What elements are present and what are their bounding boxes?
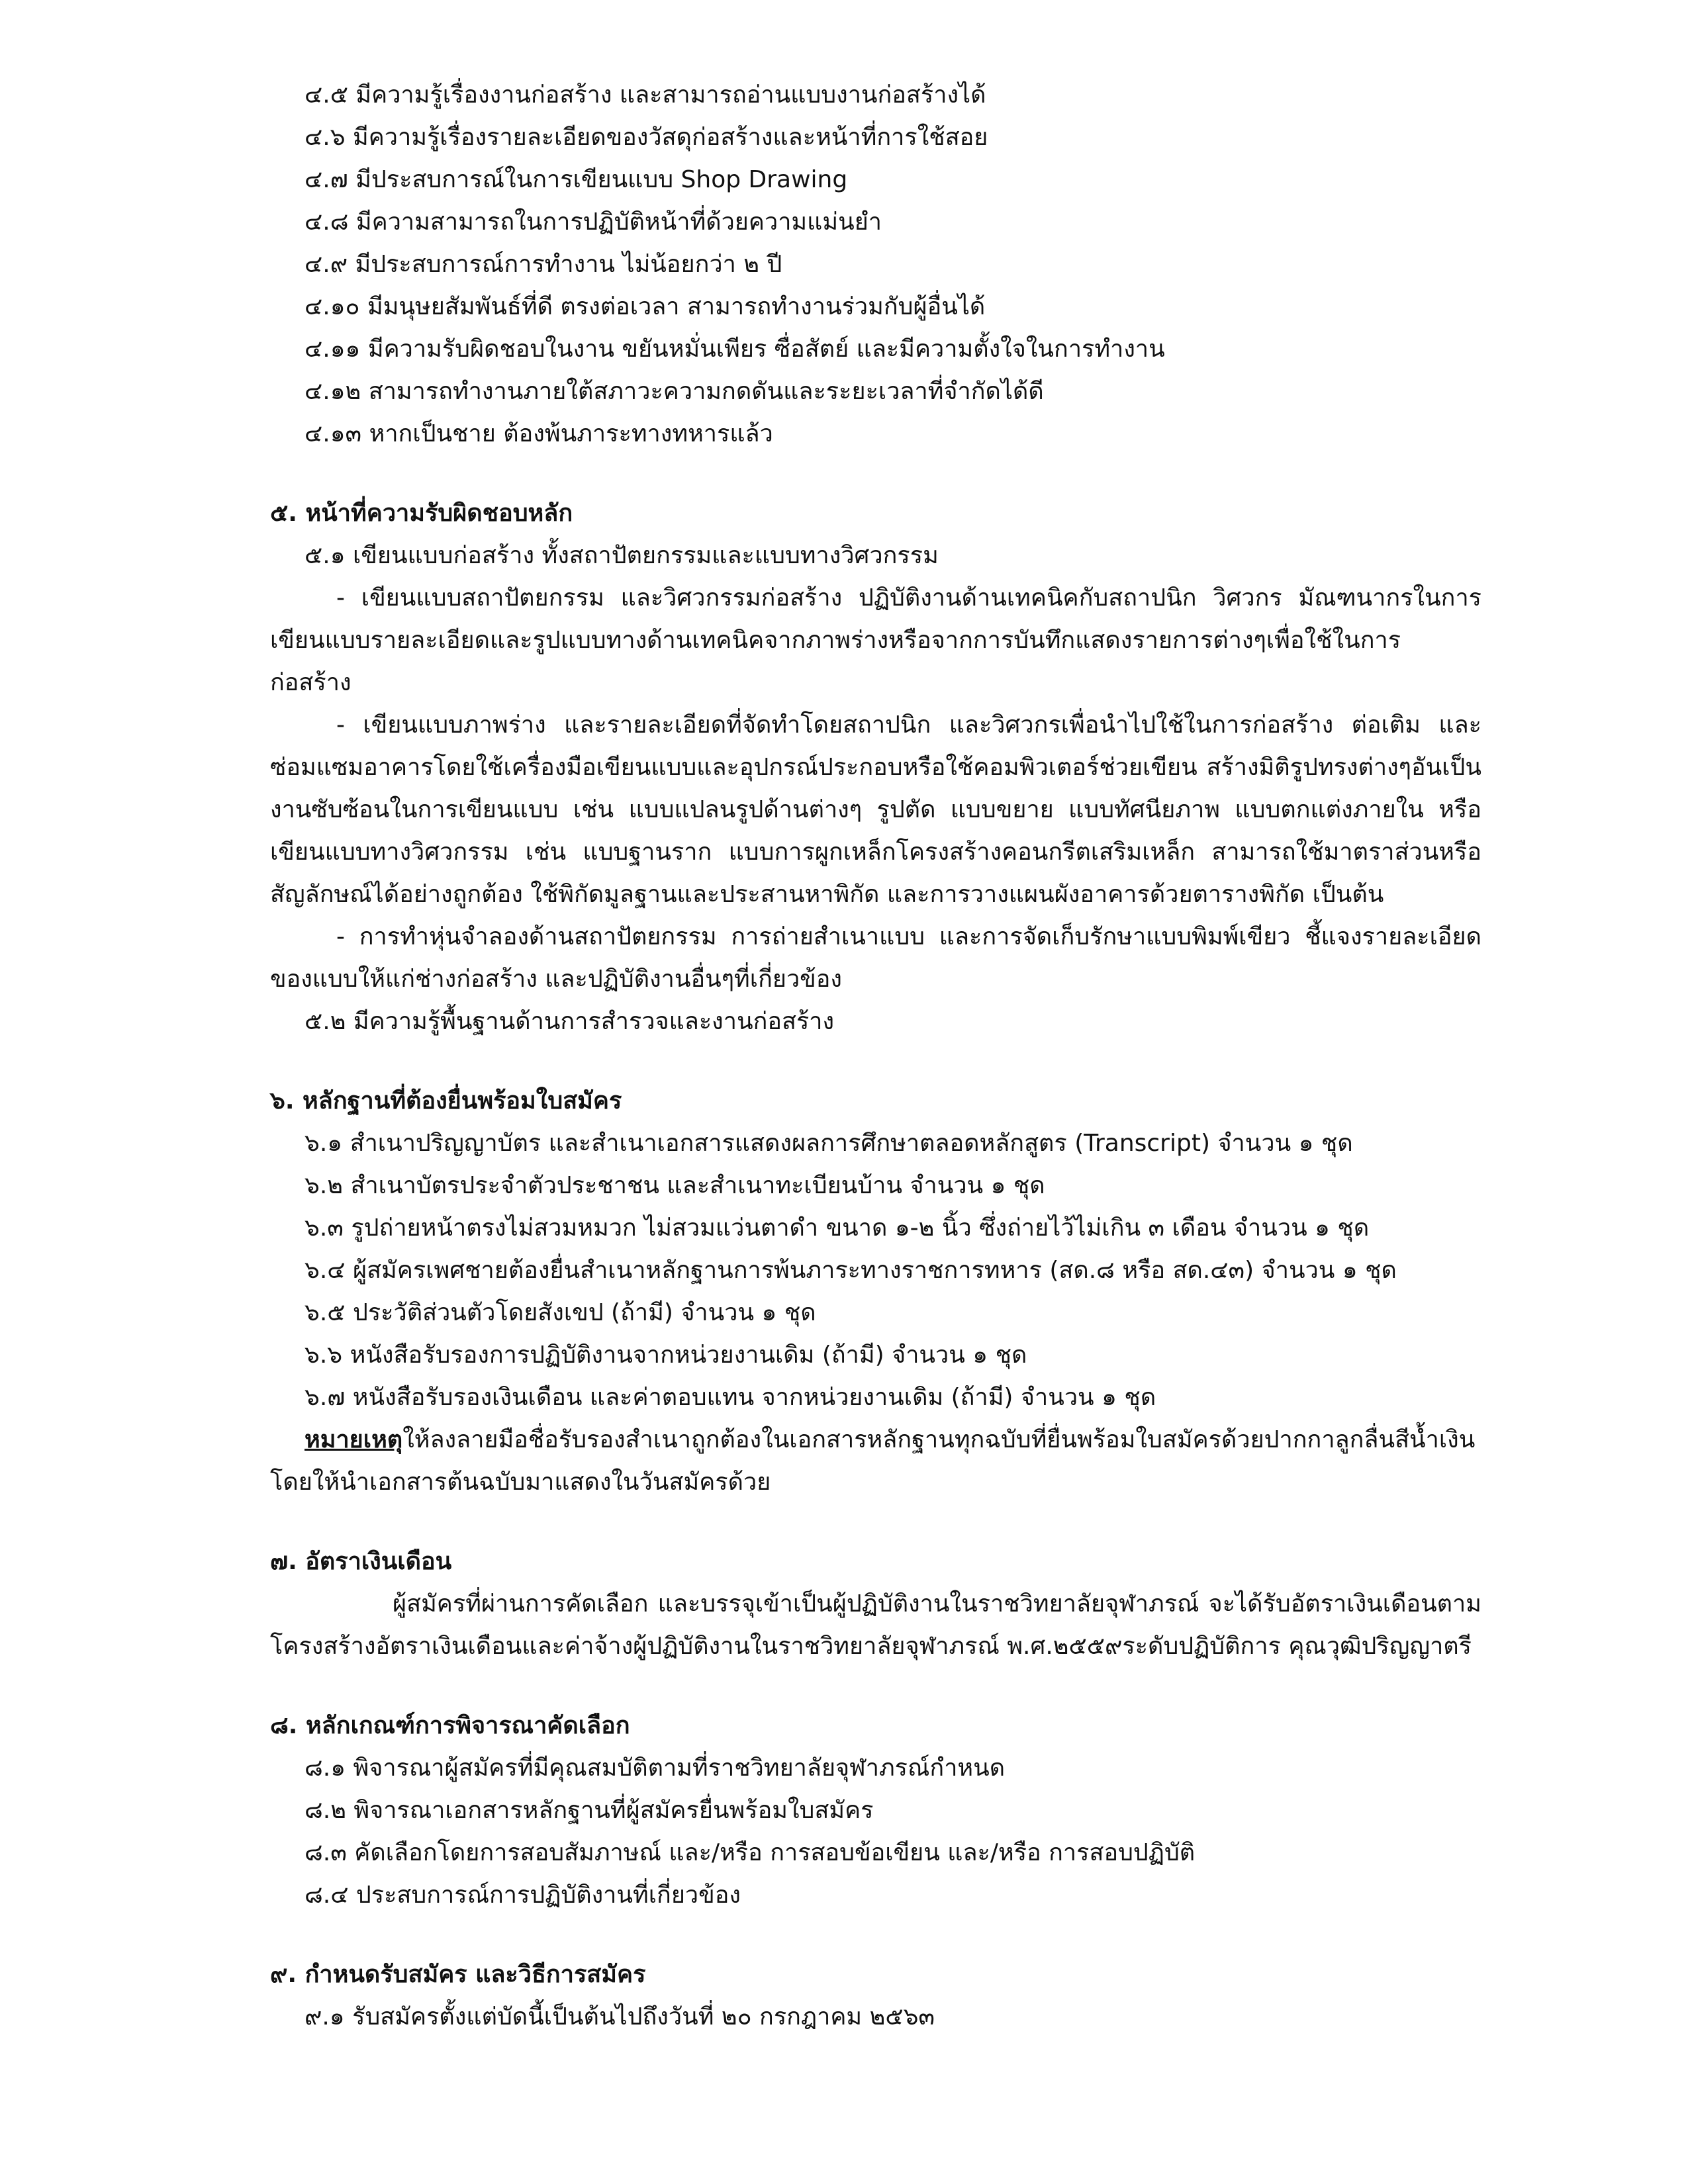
list-item: ๔.๑๓ หากเป็นชาย ต้องพ้นภาระทางทหารแล้ว bbox=[305, 420, 773, 447]
list-item: ๔.๙ มีประสบการณ์การทำงาน ไม่น้อยกว่า ๒ ปี bbox=[305, 251, 782, 278]
list-item: ๖.๗ หนังสือรับรองเงินเดือน และค่าตอบแทน จากหน่วยงานเดิม (ถ้ามี) จำนวน ๑ ชุด bbox=[305, 1384, 1156, 1411]
paragraph: - เขียนแบบสถาปัตยกรรม และวิศวกรรมก่อสร้าง ปฏิบัติงานด้านเทคนิคกับสถาปนิก วิศวกร มัณฑนากรในการเขียนแบบรายละเอียดและรูปแบบทางด้านเทคนิคจากภาพร่างหรือจากการบันทึกแสดงรายการต่างๆเพื่อใช้ในการก่อสร้าง bbox=[270, 584, 1481, 696]
list-item: ๕.๑ เขียนแบบก่อสร้าง ทั้งสถาปัตยกรรมและแบบทางวิศวกรรม bbox=[305, 542, 939, 569]
section-heading: ๗. อัตราเงินเดือน bbox=[270, 1548, 452, 1575]
paragraph: - เขียนแบบภาพร่าง และรายละเอียดที่จัดทำโดยสถาปนิก และวิศวกรเพื่อนำไปใช้ในการก่อสร้าง ต่อเติม และซ่อมแซมอาคารโดยใช้เครื่องมือเขียนแบบและอุปกรณ์ประกอบหรือใช้คอมพิวเตอร์ช่วยเขียน สร้างมิติรูปทรงต่างๆอันเป็นงานซับซ้อนในการเขียนแบบ เช่น แบบแปลนรูปด้านต่างๆ รูปตัด แบบขยาย แบบทัศนียภาพ แบบตกแต่งภายใน หรือเขียนแบบทางวิศวกรรม เช่น แบบฐานราก แบบการผูกเหล็กโครงสร้างคอนกรีตเสริมเหล็ก สามารถใช้มาตราส่วนหรือสัญลักษณ์ได้อย่างถูกต้อง ใช้พิกัดมูลฐานและประสานหาพิกัด และการวางแผนผังอาคารด้วยตารางพิกัด เป็นต้น bbox=[270, 711, 1481, 908]
list-item: ๔.๑๒ สามารถทำงานภายใต้สภาวะความกดดันและระยะเวลาที่จำกัดได้ดี bbox=[305, 378, 1044, 405]
section-9 bbox=[270, 1954, 1481, 2038]
section-heading: ๙. กำหนดรับสมัคร และวิธีการสมัคร bbox=[270, 1961, 646, 1988]
section-4-list bbox=[270, 74, 1481, 455]
list-item: ๖.๓ รูปถ่ายหน้าตรงไม่สวมหมวก ไม่สวมแว่นตาดำ ขนาด ๑-๒ นิ้ว ซึ่งถ่ายไว้ไม่เกิน ๓ เดือน จำนวน ๑ ชุด bbox=[305, 1214, 1370, 1242]
section-heading: ๖. หลักฐานที่ต้องยื่นพร้อมใบสมัคร bbox=[270, 1087, 622, 1115]
section-heading: ๘. หลักเกณฑ์การพิจารณาคัดเลือก bbox=[270, 1712, 630, 1739]
section-5 bbox=[270, 492, 1481, 1043]
paragraph: - การทำหุ่นจำลองด้านสถาปัตยกรรม การถ่ายสำเนาแบบ และการจัดเก็บรักษาแบบพิมพ์เขียว ชี้แจงรายละเอียดของแบบให้แก่ช่างก่อสร้าง และปฏิบัติงานอื่นๆที่เกี่ยวข้อง bbox=[270, 923, 1481, 993]
list-item: ๔.๘ มีความสามารถในการปฏิบัติหน้าที่ด้วยความแม่นยำ bbox=[305, 208, 882, 236]
list-item: ๖.๑ สำเนาปริญญาบัตร และสำเนาเอกสารแสดงผลการศึกษาตลอดหลักสูตร (Transcript) จำนวน ๑ ชุด bbox=[305, 1130, 1353, 1157]
list-item: ๙.๑ รับสมัครตั้งแต่บัดนี้เป็นต้นไปถึงวันที่ ๒๐ กรกฎาคม ๒๕๖๓ bbox=[305, 2003, 935, 2030]
document-page bbox=[270, 74, 1481, 2038]
list-item: ๖.๖ หนังสือรับรองการปฏิบัติงานจากหน่วยงานเดิม (ถ้ามี) จำนวน ๑ ชุด bbox=[305, 1342, 1027, 1369]
section-6 bbox=[270, 1080, 1481, 1504]
section-heading: ๕. หน้าที่ความรับผิดชอบหลัก bbox=[270, 500, 573, 527]
section-7 bbox=[270, 1541, 1481, 1668]
list-item: ๘.๒ พิจารณาเอกสารหลักฐานที่ผู้สมัครยื่นพร้อมใบสมัคร bbox=[305, 1797, 874, 1824]
list-item: ๘.๓ คัดเลือกโดยการสอบสัมภาษณ์ และ/หรือ การสอบข้อเขียน และ/หรือ การสอบปฏิบัติ bbox=[305, 1839, 1196, 1866]
list-item: ๔.๖ มีความรู้เรื่องรายละเอียดของวัสดุก่อสร้างและหน้าที่การใช้สอย bbox=[305, 124, 988, 151]
list-item: ๔.๕ มีความรู้เรื่องงานก่อสร้าง และสามารถอ่านแบบงานก่อสร้างได้ bbox=[305, 81, 986, 109]
list-item: ๘.๔ ประสบการณ์การปฏิบัติงานที่เกี่ยวข้อง bbox=[305, 1882, 741, 1909]
list-item: ๔.๗ มีประสบการณ์ในการเขียนแบบ Shop Drawing bbox=[305, 166, 848, 193]
list-item: ๔.๑๑ มีความรับผิดชอบในงาน ขยันหมั่นเพียร ซื่อสัตย์ และมีความตั้งใจในการทำงาน bbox=[305, 336, 1165, 363]
list-item: ๖.๔ ผู้สมัครเพศชายต้องยื่นสำเนาหลักฐานการพ้นภาระทางราชการทหาร (สด.๘ หรือ สด.๔๓) จำนวน ๑ ชุด bbox=[305, 1257, 1397, 1284]
note-label: หมายเหตุ bbox=[305, 1426, 403, 1453]
note-text: ให้ลงลายมือชื่อรับรองสำเนาถูกต้องในเอกสารหลักฐานทุกฉบับที่ยื่นพร้อมใบสมัครด้วยปากกาลูกลื่นสีน้ำเงินโดยให้นำเอกสารต้นฉบับมาแสดงในวันสมัครด้วย bbox=[270, 1426, 1476, 1496]
list-item: ๘.๑ พิจารณาผู้สมัครที่มีคุณสมบัติตามที่ราชวิทยาลัยจุฬาภรณ์กำหนด bbox=[305, 1754, 1006, 1782]
list-item: ๖.๒ สำเนาบัตรประจำตัวประชาชน และสำเนาทะเบียนบ้าน จำนวน ๑ ชุด bbox=[305, 1172, 1045, 1199]
list-item: ๕.๒ มีความรู้พื้นฐานด้านการสำรวจและงานก่อสร้าง bbox=[305, 1008, 835, 1035]
list-item: ๖.๕ ประวัติส่วนตัวโดยสังเขป (ถ้ามี) จำนวน ๑ ชุด bbox=[305, 1299, 816, 1326]
section-8 bbox=[270, 1705, 1481, 1917]
list-item: ๔.๑๐ มีมนุษยสัมพันธ์ที่ดี ตรงต่อเวลา สามารถทำงานร่วมกับผู้อื่นได้ bbox=[305, 293, 986, 320]
note-paragraph bbox=[270, 1419, 1481, 1504]
paragraph: ผู้สมัครที่ผ่านการคัดเลือก และบรรจุเข้าเป็นผู้ปฏิบัติงานในราชวิทยาลัยจุฬาภรณ์ จะได้รับอัตราเงินเดือนตามโครงสร้างอัตราเงินเดือนและค่าจ้างผู้ปฏิบัติงานในราชวิทยาลัยจุฬาภรณ์ พ.ศ.๒๕๕๙ระดับปฏิบัติการ คุณวุฒิปริญญาตรี bbox=[270, 1590, 1481, 1660]
